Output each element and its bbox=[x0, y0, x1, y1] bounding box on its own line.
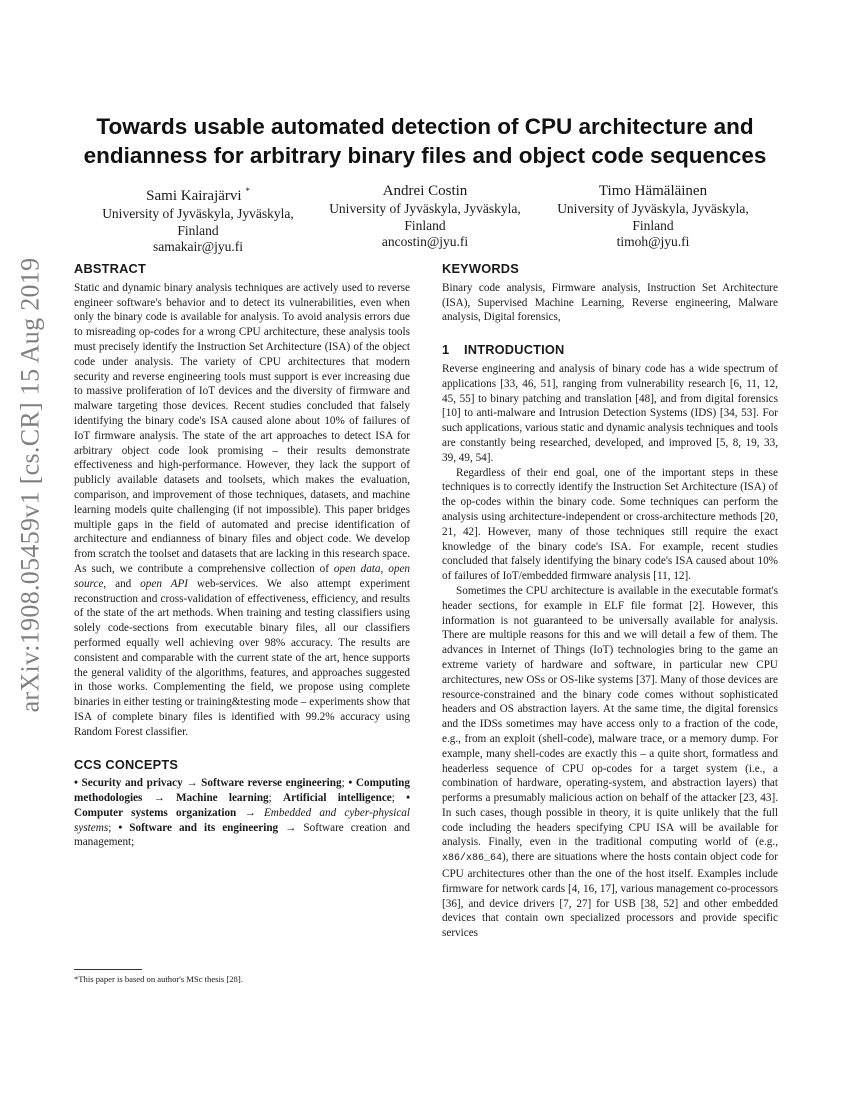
author-affiliation: University of Jyväskyla, Jyväskyla, bbox=[557, 201, 749, 216]
emphasis-open-api: open API bbox=[140, 577, 189, 590]
footnote: *This paper is based on author's MSc thesis [28]. bbox=[74, 974, 243, 984]
author-1 bbox=[78, 182, 318, 256]
author-3 bbox=[533, 182, 773, 251]
section-title: INTRODUCTION bbox=[464, 342, 565, 358]
left-column bbox=[74, 262, 410, 850]
abstract-text: Static and dynamic binary analysis techniques are actively used to reverse engineer software's behavior and to detect its vulnerabilities, even when only the binary code is available for analysis. To avoid analysis errors due to misreading op-codes for a wrong CPU architecture, these analysis tools must precisely identify the Instruction Set Architecture (ISA) of the object code under analysis. The variety of CPU architectures that modern security and reverse engineering tools must support is ever increasing due to massive proliferation of IoT devices and the diversity of firmware and malware targeting those devices. Recent studies concluded that falsely identifying the binary code's ISA caused alone about 10% of failures of IoT firmware analysis. The state of the art approaches to detect ISA for arbitrary object code look promising – their results demonstrate effectiveness and high-performance. However, they lack the support of publicly available datasets and toolsets, which makes the evaluation, comparison, and improvement of those techniques, datasets, and machine learning models quite challenging (if not impossible). This paper bridges multiple gaps in the field of automated and precise identification of architecture and endianness of binary files and object code. We develop from scratch the toolset and datasets that are lacking in this research space. As such, we contribute a comprehensive collection of open data, open source, and open API web-services. We also attempt experiment reconstruction and cross-validation of effectiveness, efficiency, and results of the state of the art methods. When training and testing classifiers using solely code-sections from executable binary files, all our classifiers performed equally well achieving over 98% accuracy. The results are consistent and comparable with the current state of the art, hence supports the general validity of the algorithms, features, and approaches suggested in those works. Complementing the field, we propose using complete binaries in either testing or training&testing mode – experiments show that ISA of complete binary files is identified with 99.2% accuracy using Random Forest classifier. bbox=[74, 281, 411, 738]
author-email: ancostin@jyu.fi bbox=[381, 234, 469, 249]
section-number: 1 bbox=[442, 342, 450, 358]
intro-paragraph-1: Reverse engineering and analysis of binary code has a wide spectrum of applications [33, 46, 51], ranging from vulnerability research [6, 11, 12, 45, 55] to binary patching and translation [48], and from digital forensics [10] to anti-malware and Intrusion Detection Systems (IDS) [34, 53]. For such applications, various static and dynamic analysis techniques and tools are constantly being researched, developed, and improved [5, 8, 19, 33, 39, 49, 54]. bbox=[442, 362, 778, 464]
arxiv-identifier-text: arXiv:1908.05459v1 [cs.CR] 15 Aug 2019 bbox=[15, 257, 45, 713]
author-affiliation-country: Finland bbox=[177, 222, 219, 238]
introduction-heading bbox=[442, 343, 778, 358]
author-block bbox=[0, 182, 850, 252]
ccs-concepts-text: • Security and privacy → Software reverse engineering; • Computing methodologies → Machine learning; Artificial intelligence; • Computer systems organization → Embedded and cyber-physical systems; • Software and its engineering → Software creation and management; bbox=[74, 777, 411, 849]
emphasis-open-data: open data bbox=[333, 562, 381, 575]
author-email: samakair@jyu.fi bbox=[152, 239, 244, 254]
author-affiliation: University of Jyväskyla, Jyväskyla, bbox=[329, 201, 521, 216]
author-email: timoh@jyu.fi bbox=[616, 234, 690, 249]
right-column bbox=[442, 262, 778, 941]
author-2 bbox=[305, 182, 545, 251]
footnote-divider bbox=[74, 969, 142, 970]
keywords-heading: KEYWORDS bbox=[442, 261, 519, 276]
intro-paragraph-3: Sometimes the CPU architecture is available in the executable format's header sections, for example in ELF file format [2]. However, this information is not guaranteed to be universally available for analysis. There are multiple reasons for this and we will detail a few of them. The advances in Internet of Things (IoT) technologies bring to the game an extreme variety of hardware and software, in particular new CPU architectures, new OSs or OS-like systems [37]. Many of those devices are resource-constrained and the binary code comes without sophisticated headers and OS abstraction layers. At the same time, the digital forensics and the IDSs sometimes may have access only to a fraction of the code, e.g., from an exploit (shell-code), malware trace, or a memory dump. For example, many shell-codes are exactly this – a quite short, formatless and headerless sequence of CPU op-codes for a target system (i.e., a combination of hardware, operating-system, and abstraction layers) that performs a presumably malicious action on behalf of the attacker [23, 43]. In such cases, though possible in theory, it is quite unlikely that the full code including the headers specifying CPU ISA will be available for analysis. Finally, even in the traditional computing world of (e.g., x86/x86_64), there are situations where the hosts contain object code for CPU architectures other than the one of the host itself. Examples include firmware for network cards [4, 16, 17], various management co-processors [36], and device drivers [7, 27] for USB [38, 52] and other embedded devices that contain own specialized processors and provide specific services bbox=[442, 584, 778, 940]
ccs-concepts-heading: CCS CONCEPTS bbox=[74, 756, 179, 772]
emphasis-open-source: open source bbox=[74, 562, 411, 590]
intro-paragraph-2: Regardless of their end goal, one of the important steps in these techniques is to correctly identify the Instruction Set Architecture (ISA) of the op-codes within the binary code. Some techniques can perform the analysis using architecture-independent or cross-architecture methods [20, 21, 42]. However, many of those techniques still require the exact knowledge of the binary code's ISA. For example, recent studies concluded that falsely identifying the binary code's ISA caused about 10% of failures of IoT/embedded firmware analysis [11, 12]. bbox=[442, 466, 778, 583]
author-name: Timo Hämäläinen bbox=[598, 183, 708, 199]
abstract-heading: ABSTRACT bbox=[74, 261, 146, 276]
paper-title: Towards usable automated detection of CPU architecture and endianness for arbitrary binary files and object code sequences bbox=[83, 114, 767, 168]
author-name: Andrei Costin bbox=[382, 183, 468, 199]
author-footnote-mark: * bbox=[245, 186, 250, 196]
inline-code: x86/x86_64 bbox=[442, 853, 503, 865]
keywords-text: Binary code analysis, Firmware analysis, Instruction Set Architecture (ISA), Supervised Machine Learning, Reverse engineering, Malware analysis, Digital forensics, bbox=[442, 281, 778, 324]
author-name: Sami Kairajärvi bbox=[146, 188, 242, 204]
author-affiliation-country: Finland bbox=[632, 217, 674, 233]
author-affiliation: University of Jyväskyla, Jyväskyla, bbox=[102, 206, 294, 221]
author-affiliation-country: Finland bbox=[404, 217, 446, 233]
